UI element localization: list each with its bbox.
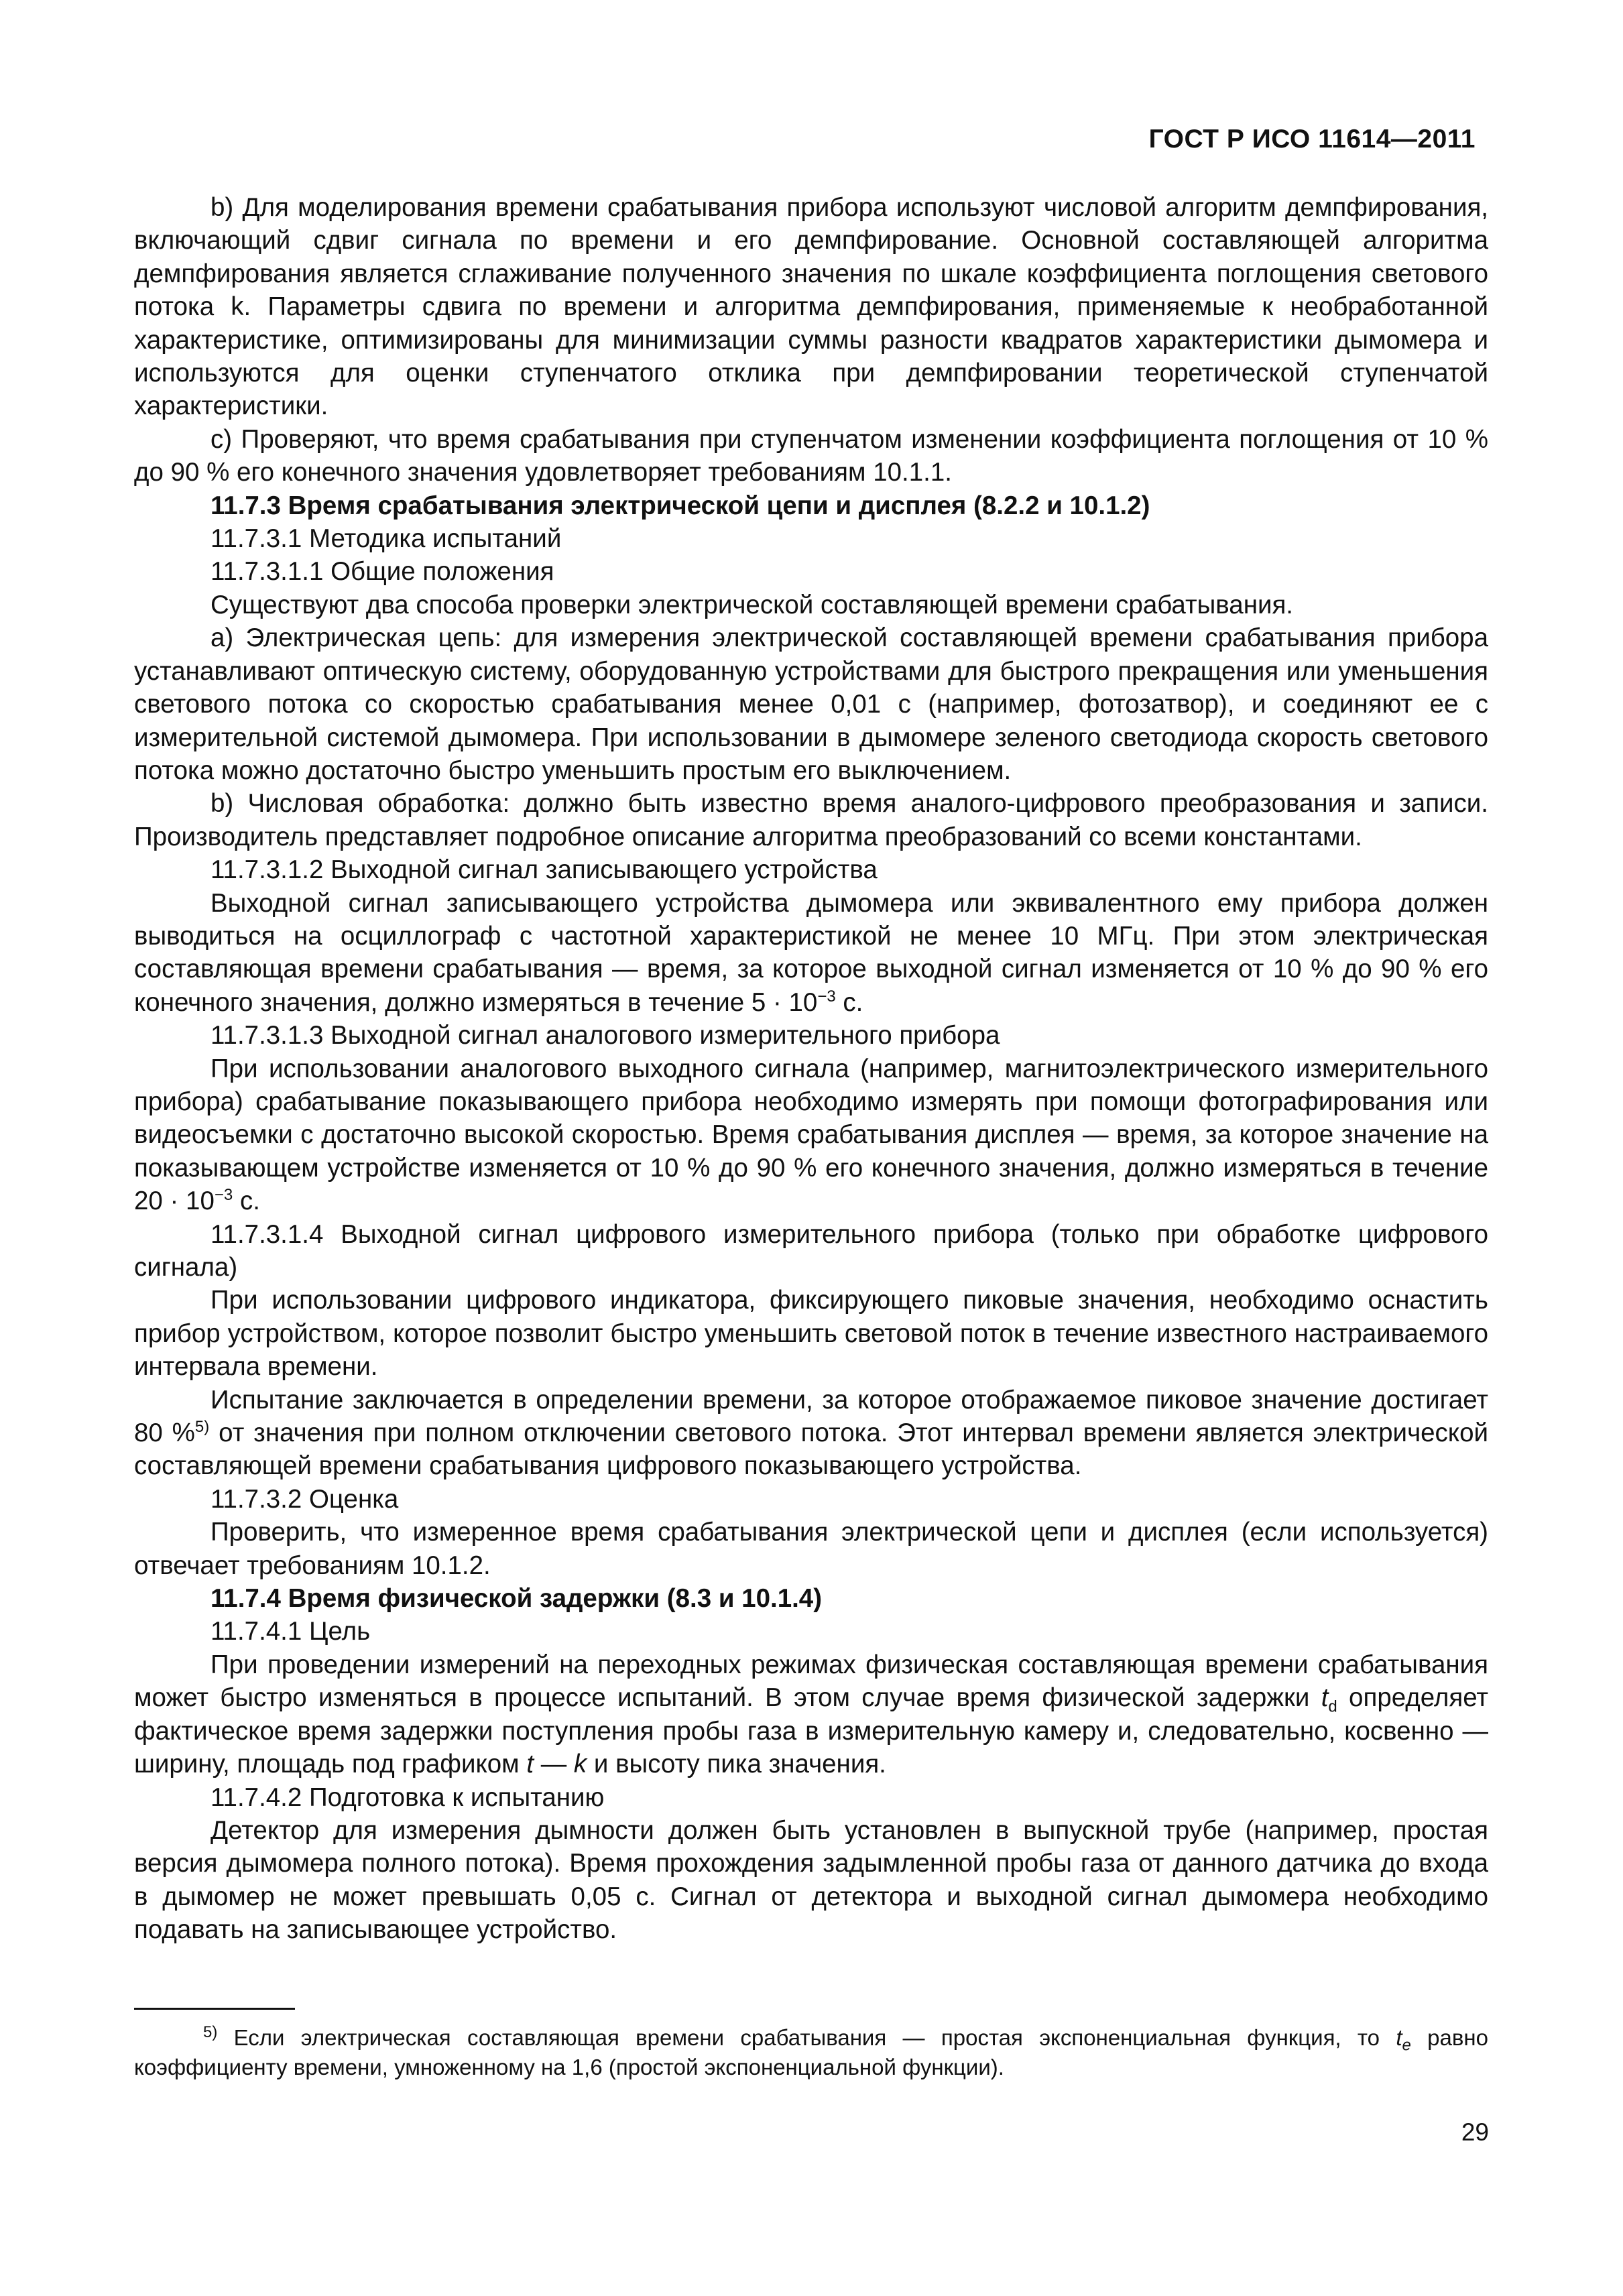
subsection-11-7-3-1-2: 11.7.3.1.2 Выходной сигнал записывающего устройства <box>211 855 878 885</box>
paragraph-evaluation: Проверить, что измеренное время срабатывания электрической цепи и дисплея (если используется) отвечает требованиям 10.1.2. <box>134 1518 1488 1580</box>
document-code-header: ГОСТ Р ИСО 11614—2011 <box>1148 125 1476 154</box>
section-heading-11-7-3: 11.7.3 Время срабатывания электрической цепи и дисплея (8.2.2 и 10.1.2) <box>211 491 1150 520</box>
paragraph-analog-output <box>134 1052 1488 1218</box>
subsection-11-7-3-1-1: 11.7.3.1.1 Общие положения <box>211 557 554 587</box>
exponent: −3 <box>214 1186 233 1205</box>
subsection-11-7-3-1-3: 11.7.3.1.3 Выходной сигнал аналогового измерительного прибора <box>211 1021 1000 1050</box>
main-text <box>134 191 1488 1947</box>
variable-t: t <box>1396 2025 1402 2050</box>
footnote-text: Если электрическая составляющая времени срабатывания — простая экспоненциальная функция, то <box>217 2025 1396 2050</box>
subsection-11-7-3-2: 11.7.3.2 Оценка <box>211 1484 399 1514</box>
subsection-11-7-4-2: 11.7.4.2 Подготовка к испытанию <box>211 1783 605 1812</box>
paragraph-text: Выходной сигнал записывающего устройства дымомера или эквивалентного ему прибора должен выводиться на осциллограф с частотной характеристикой не менее 10 МГц. При этом электрическая составляющая времени срабатывания — время, за которое выходной сигнал изменяется от 10 % до 90 % его конечного значения, должно измеряться в течение 5 · 10 <box>134 888 1488 1017</box>
paragraph-text: определяет фактическое время задержки поступления пробы газа в измерительную камеру и, следовательно, косвенно — ширину, площадь под графиком <box>134 1683 1488 1779</box>
dash: — <box>534 1750 574 1779</box>
paragraph-recorder-output <box>134 887 1488 1020</box>
paragraph-detector: Детектор для измерения дымности должен быть установлен в выпускной трубе (например, простая версия дымомера полного потока). Время прохождения задымленной пробы газа от данного датчика до входа в дымомер не может превышать 0,05 с. Сигнал от детектора и выходной сигнал дымомера необходимо подавать на записывающее устройство. <box>134 1815 1488 1945</box>
footnote-marker: 5) <box>203 2023 218 2041</box>
footnote-divider <box>134 2008 295 2010</box>
variable-t: t <box>526 1750 534 1779</box>
subsection-11-7-4-1: 11.7.4.1 Цель <box>211 1617 371 1646</box>
variable-k: k <box>573 1750 587 1779</box>
subscript-d: d <box>1328 1697 1337 1716</box>
paragraph-b-damping: b) Для моделирования времени срабатывания прибора используют числовой алгоритм демпфирования, включающий сдвиг сигнала по времени и его демпфирование. Основной составляющей алгоритма демпфирования является сглаживание полученного значения по шкале коэффициента поглощения светового потока k. Параметры сдвига по времени и алгоритма демпфирования, применяемые к необработанной характеристике, оптимизированы для минимизации суммы разности квадратов характеристики дымомера и используются для оценки ступенчатого отклика при демпфировании теоретической ступенчатой характеристики. <box>134 193 1488 421</box>
variable-t: t <box>1321 1683 1329 1713</box>
paragraph-c-check: c) Проверяют, что время срабатывания при ступенчатом изменении коэффициента поглощения от 10 % до 90 % его конечного значения удовлетворяет требованиям 10.1.1. <box>134 424 1488 487</box>
paragraph-b-numeric-processing: b) Числовая обработка: должно быть известно время аналого-цифрового преобразования и записи. Производитель представляет подробное описание алгоритма преобразований со всеми константами. <box>134 789 1488 851</box>
subsection-11-7-3-1: 11.7.3.1 Методика испытаний <box>211 524 562 554</box>
subscript-e: e <box>1402 2036 1411 2055</box>
footnote-reference[interactable]: 5) <box>194 1418 210 1437</box>
paragraph-text: Испытание заключается в определении времени, за которое отображаемое пиковое значение достигает 80 % <box>134 1385 1488 1448</box>
exponent: −3 <box>817 987 836 1006</box>
subsection-11-7-3-1-4: 11.7.3.1.4 Выходной сигнал цифрового измерительного прибора (только при обработке цифрового сигнала) <box>134 1219 1488 1282</box>
paragraph-text-end: от значения при полном отключении светового потока. Этот интервал времени является электрической составляющей времени срабатывания цифрового показывающего устройства. <box>134 1418 1488 1481</box>
paragraph-text: При использовании аналогового выходного сигнала (например, магнитоэлектрического измерительного прибора) срабатывание показывающего прибора необходимо измерять при помощи фотографирования или видеосъемки с достаточно высокой скоростью. Время срабатывания дисплея — время, за которое значение на показывающем устройстве изменяется от 10 % до 90 % его конечного значения, должно измеряться в течение 20 · 10 <box>134 1054 1488 1216</box>
paragraph-two-methods: Существуют два способа проверки электрической составляющей времени срабатывания. <box>211 590 1294 619</box>
paragraph-digital-indicator: При использовании цифрового индикатора, фиксирующего пиковые значения, необходимо оснастить прибор устройством, которое позволит быстро уменьшить световой поток в течение известного настраиваемого интервала времени. <box>134 1286 1488 1382</box>
footnote <box>134 2023 1488 2082</box>
paragraph-text-end: с. <box>233 1187 260 1216</box>
paragraph-test-description <box>134 1384 1488 1483</box>
footnote-text-end: равно коэффициенту времени, умноженному на 1,6 (простой экспоненциальной функции). <box>134 2025 1488 2079</box>
paragraph-a-electric-circuit: а) Электрическая цепь: для измерения электрической составляющей времени срабатывания прибора устанавливают оптическую систему, оборудованную устройствами для быстрого прекращения или уменьшения светового потока со скоростью срабатывания менее 0,01 с (например, фотозатвор), и соединяют ее с измерительной системой дымомера. При использовании в дымомере зеленого светодиода скорость светового потока можно достаточно быстро уменьшить простым его выключением. <box>134 623 1488 785</box>
paragraph-text-end: с. <box>835 987 863 1017</box>
paragraph-physical-delay <box>134 1648 1488 1781</box>
section-heading-11-7-4: 11.7.4 Время физической задержки (8.3 и 10.1.4) <box>211 1584 823 1614</box>
paragraph-text-end: и высоту пика значения. <box>587 1750 886 1779</box>
page-number: 29 <box>1461 2118 1489 2146</box>
paragraph-text: При проведении измерений на переходных режимах физическая составляющая времени срабатывания может быстро изменяться в процессе испытаний. В этом случае время физической задержки <box>134 1650 1488 1713</box>
